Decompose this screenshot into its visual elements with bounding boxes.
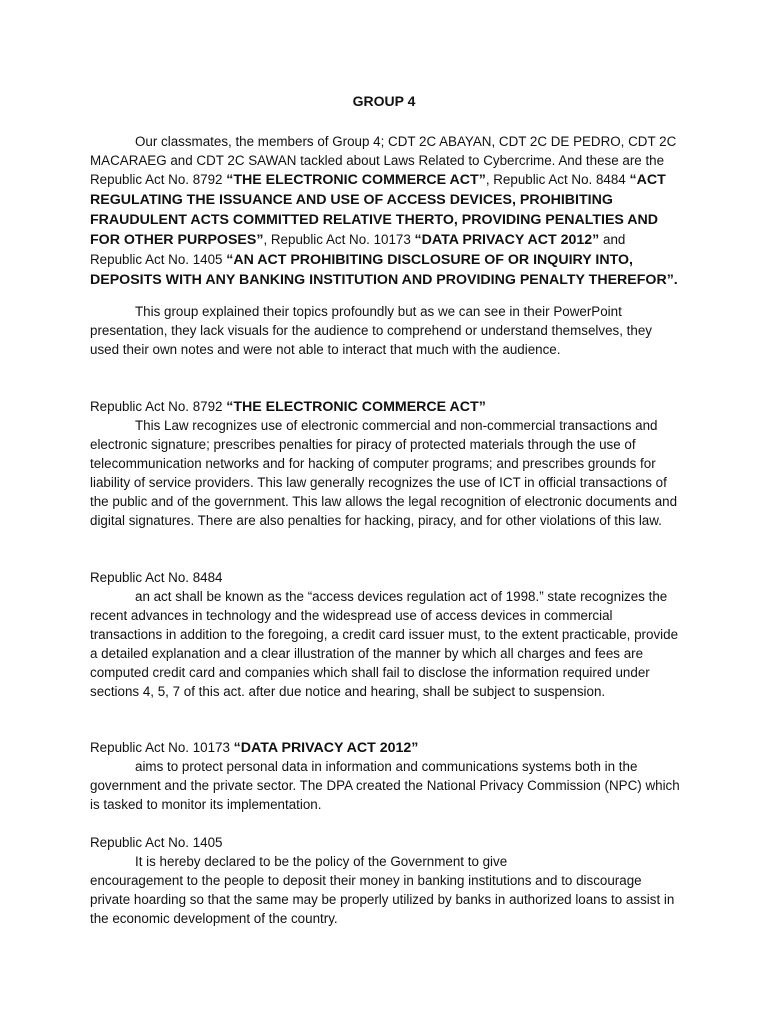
section-1405-body xyxy=(90,871,680,928)
intro-text-3: , Republic Act No. 10173 xyxy=(263,232,415,247)
section-8484-heading xyxy=(90,568,680,587)
section-8792-heading-text: Republic Act No. 8792 xyxy=(90,399,227,414)
section-10173-body xyxy=(90,757,680,814)
intro-title-1405: “AN ACT PROHIBITING DISCLOSURE OF OR INQUIRY INTO, DEPOSITS WITH ANY BANKING INSTITUTION AND PROVIDING PENALTY THEREFOR”. xyxy=(90,252,678,288)
section-1405-body-first xyxy=(90,852,680,871)
intro-text-1: Our classmates, the members of Group 4; CDT 2C ABAYAN, CDT 2C DE PEDRO, CDT 2C MACARAEG and CDT 2C SAWAN tackled about Laws Related to Cybercrime. And these are the Republic Act No. 8792 xyxy=(90,134,677,187)
intro-text-4: and Republic Act No. 1405 xyxy=(90,232,626,267)
section-8484-body xyxy=(90,587,680,701)
section-8792-body xyxy=(90,416,680,530)
section-1405-body-text: encouragement to the people to deposit their money in banking institutions and to discourage private hoarding so that the same may be properly utilized by banks in authorized loans to assist in the economic development of the country. xyxy=(90,873,675,926)
section-1405-body-first-text: It is hereby declared to be the policy of the Government to give xyxy=(135,854,508,869)
section-8792-heading xyxy=(90,397,680,417)
section-10173-heading xyxy=(90,738,680,758)
intro-title-10173: “DATA PRIVACY ACT 2012” xyxy=(414,232,600,248)
section-1405-heading-text: Republic Act No. 1405 xyxy=(90,835,223,850)
intro-title-8484: “ACT REGULATING THE ISSUANCE AND USE OF ACCESS DEVICES, PROHIBITING FRAUDULENT ACTS COMMITTED RELATIVE THERTO, PROVIDING PENALTIES AND FOR OTHER PURPOSES” xyxy=(90,172,666,248)
document-title: GROUP 4 xyxy=(352,93,416,109)
intro-title-8792: “THE ELECTRONIC COMMERCE ACT” xyxy=(226,172,486,188)
intro-paragraph xyxy=(90,132,680,290)
evaluation-text: This group explained their topics profoundly but as we can see in their PowerPoint presentation, they lack visuals for the audience to comprehend or understand themselves, they used their own notes and were not able to interact that much with the audience. xyxy=(90,304,652,357)
section-10173-heading-text: Republic Act No. 10173 xyxy=(90,740,234,755)
section-8792-heading-title: “THE ELECTRONIC COMMERCE ACT” xyxy=(226,399,486,415)
section-10173-heading-title: “DATA PRIVACY ACT 2012” xyxy=(233,740,419,756)
section-8484-body-text: an act shall be known as the “access devices regulation act of 1998.” state recognizes the recent advances in technology and the widespread use of access devices in commercial transactions in addition to the foregoing, a credit card issuer must, to the extent practicable, provide a detailed explanation and a clear illustration of the manner by which all charges and fees are computed credit card and companies which shall fail to disclose the information required under sections 4, 5, 7 of this act. after due notice and hearing, shall be subject to suspension. xyxy=(90,589,679,699)
section-8792-body-text: This Law recognizes use of electronic commercial and non-commercial transactions and electronic signature; prescribes penalties for piracy of protected materials through the use of telecommunication networks and for hacking of computer programs; and prescribes grounds for liability of service providers. This law generally recognizes the use of ICT in official transactions of the public and of the government. This law allows the legal recognition of electronic documents and digital signatures. There are also penalties for hacking, piracy, and for other violations of this law. xyxy=(90,418,678,528)
intro-text-2: , Republic Act No. 8484 xyxy=(485,172,630,187)
section-10173-body-text: aims to protect personal data in information and communications systems both in the government and the private sector. The DPA created the National Privacy Commission (NPC) which is tasked to monitor its implementation. xyxy=(90,759,680,812)
evaluation-paragraph xyxy=(90,302,680,359)
section-1405-heading xyxy=(90,833,680,852)
section-8484-heading-text: Republic Act No. 8484 xyxy=(90,570,223,585)
